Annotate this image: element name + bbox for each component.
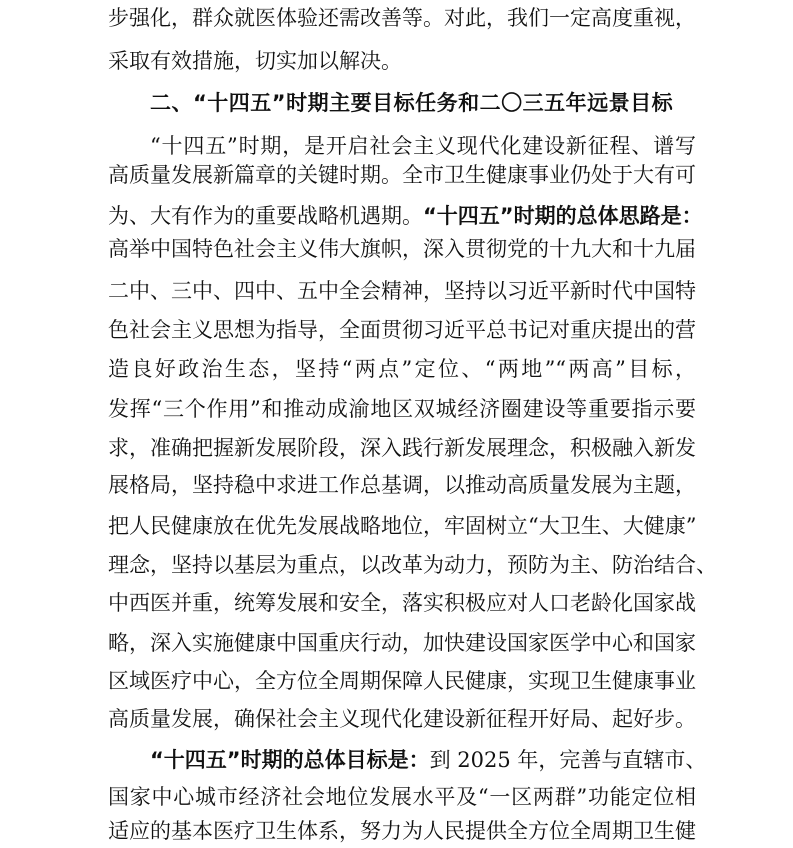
paragraph-line: 区域医疗中心，全方位全周期保障人民健康，实现卫生健康事业 bbox=[108, 669, 696, 693]
paragraph-line: 二中、三中、四中、五中全会精神，坚持以习近平新时代中国特 bbox=[108, 279, 696, 303]
paragraph-line: 中西医并重，统筹发展和安全，落实积极应对人口老龄化国家战 bbox=[108, 591, 696, 615]
paragraph-line bbox=[150, 745, 707, 775]
paragraph-line: 发挥“三个作用”和推动成渝地区双城经济圈建设等重要指示要 bbox=[108, 397, 696, 421]
paragraph-line: 国家中心城市经济社会地位发展水平及“一区两群”功能定位相 bbox=[108, 785, 696, 809]
paragraph-line: 适应的基本医疗卫生体系，努力为人民提供全方位全周期卫生健 bbox=[108, 819, 696, 843]
paragraph-line bbox=[108, 201, 703, 231]
paragraph-line: 高质量发展新篇章的关键时期。全市卫生健康事业仍处于大有可 bbox=[108, 163, 696, 187]
bold-phrase: “十四五”时期的总体目标是： bbox=[150, 748, 430, 772]
paragraph-line: 理念，坚持以基层为重点，以改革为动力，预防为主、防治结合、 bbox=[108, 553, 717, 577]
paragraph-line: 高质量发展，确保社会主义现代化建设新征程开好局、起好步。 bbox=[108, 707, 696, 731]
bold-phrase: “十四五”时期的总体思路是： bbox=[423, 204, 703, 228]
paragraph-line: 略，深入实施健康中国重庆行动，加快建设国家医学中心和国家 bbox=[108, 631, 696, 655]
paragraph-line: 求，准确把握新发展阶段，深入践行新发展理念，积极融入新发 bbox=[108, 436, 696, 460]
paragraph-line: “十四五”时期，是开启社会主义现代化建设新征程、谱写 bbox=[150, 134, 696, 158]
line-text: 为、大有作为的重要战略机遇期。 bbox=[108, 204, 423, 228]
paragraph-line: 高举中国特色社会主义伟大旗帜，深入贯彻党的十九大和十九届 bbox=[108, 237, 696, 261]
paragraph-line: 把人民健康放在优先发展战略地位，牢固树立“大卫生、大健康” bbox=[108, 514, 697, 538]
paragraph-line: 造良好政治生态，坚持“两点”定位、“两地”“两高”目标， bbox=[108, 357, 696, 381]
section-heading: 二、“十四五”时期主要目标任务和二〇三五年远景目标 bbox=[150, 91, 674, 115]
paragraph-line: 采取有效措施，切实加以解决。 bbox=[108, 49, 402, 73]
paragraph-line: 步强化，群众就医体验还需改善等。对此，我们一定高度重视， bbox=[108, 6, 696, 30]
line-text: 到 2025 年，完善与直辖市、 bbox=[429, 748, 707, 772]
paragraph-line: 展格局，坚持稳中求进工作总基调，以推动高质量发展为主题， bbox=[108, 473, 696, 497]
paragraph-line: 色社会主义思想为指导，全面贯彻习近平总书记对重庆提出的营 bbox=[108, 318, 696, 342]
